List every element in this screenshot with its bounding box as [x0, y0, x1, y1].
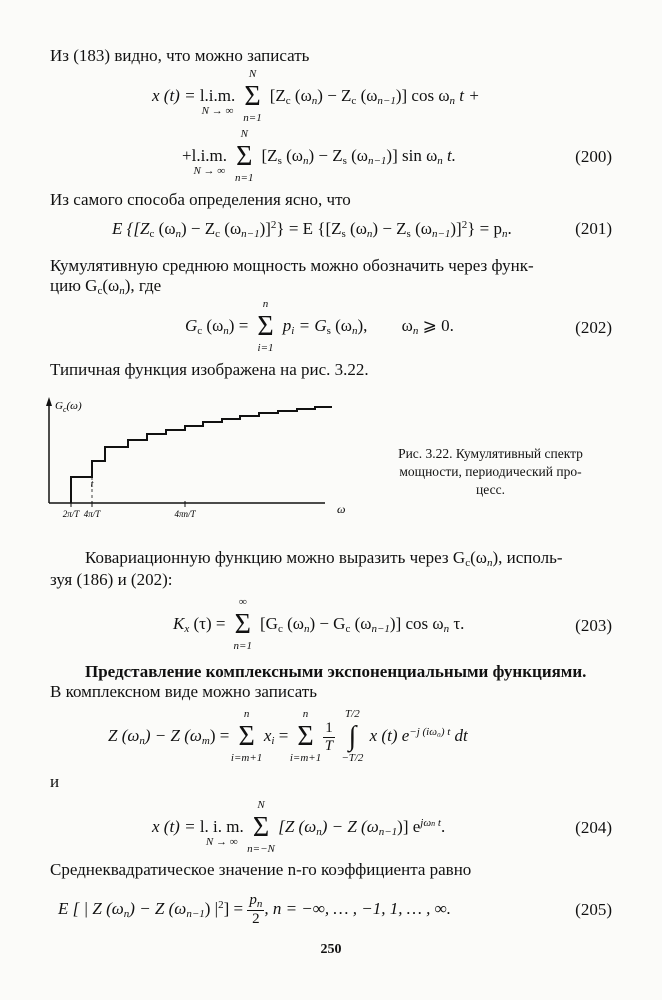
section-heading: Представление комплексными экспоненциальными функциями. [85, 662, 587, 681]
equation-number-200: (200) [575, 147, 612, 166]
paragraph-covariance-line1: Ковариационную функцию можно выразить через $G_c(\omega_n)$, исполь- [85, 548, 563, 569]
paragraph-intro: Из (183) видно, что можно записать [50, 46, 310, 65]
y-axis-label: $G_c(\omega)$ [55, 400, 82, 414]
paragraph-complex-form: В комплексном виде можно записать [50, 682, 317, 701]
paragraph-mean-square: Среднеквадратическое значение n-го коэффициента равно [50, 860, 472, 879]
equation-number-202: (202) [575, 318, 612, 337]
equation-200-line2: +l.i.m. N → ∞ N Σ n=1 [$Z_s$ $(\omega_n) - Z_s$ $(\omega_{n-1})$] $\sin \omega_n$ t. [182, 128, 457, 184]
equation-201: E {[$Z_c$ $(\omega_n) - Z_c$ $(\omega_{n-1})]^2\} = E$ {[$Z_s$ $(\omega_n) - Z_s$ $(\omega_{n-1})]^2\} = p_n$. [112, 219, 512, 240]
step-label: t [90, 479, 94, 490]
paragraph-definition: Из самого способа определения ясно, что [50, 190, 351, 209]
equation-202: $G_c$ $(\omega_n)$ = n Σ i=1 $p_i = G_s$ $(\omega_n)$, $\omega_n$ ⩾ 0. [185, 298, 454, 354]
paragraph-typical-function: Типичная функция изображена на рис. 3.22. [50, 360, 369, 379]
equation-number-205: (205) [575, 900, 612, 919]
equation-number-203: (203) [575, 616, 612, 635]
integral-symbol: T/2 ∫ −T/2 [341, 708, 364, 764]
equation-200-line1: x (t) = l.i.m. N → ∞ N Σ n=1 [$Z_c$ $(\omega_n) - Z_c$ $(\omega_{n-1})$] $\cos \omega_n$ t + [152, 68, 480, 124]
y-axis-arrow [46, 397, 52, 406]
tick-label-2pi-T: 2π/T [62, 509, 80, 519]
paragraph-cumulative-line1: Кумулятивную среднюю мощность можно обозначить через функ- [50, 256, 534, 275]
x-axis-label: ω [337, 502, 346, 516]
sum-symbol: N Σ n=1 [243, 68, 262, 124]
equation-number-204: (204) [575, 818, 612, 837]
caption-line-2: мощности, периодический про- [399, 464, 582, 479]
equation-number-201: (201) [575, 219, 612, 238]
caption-line-1: Рис. 3.22. Кумулятивный спектр [398, 446, 583, 461]
figure-caption [368, 445, 613, 499]
paragraph-cumulative-line2: цию $G_c(\omega_n)$, где [50, 276, 162, 297]
equation-203: $K_x$ (τ) = ∞ Σ n=1 [$G_c$ $(\omega_n) - G_c$ $(\omega_{n-1})$] $\cos \omega_n$ τ. [173, 596, 465, 652]
equation-204: x (t) = l. i. m. N → ∞ N Σ n=−N [Z $(\omega_n) - Z$ $(\omega_{n-1})$] $e^{j\omega n}$ $^t$. [152, 799, 446, 855]
figure-3-22-cumulative-spectrum [35, 395, 370, 525]
conjunction-and: и [50, 772, 60, 791]
fraction-pn-2: $\frac{p_n}{2}$ [249, 892, 263, 927]
caption-line-3: цесс. [476, 482, 505, 497]
page-number: 250 [320, 942, 342, 957]
tick-label-4pin-T: 4πn/T [174, 509, 196, 519]
equation-205: E [ | Z $(\omega_n) - Z$ $(\omega_{n-1}) |^2$] = $\frac{p_n}{2}$ , n = −∞, … , −1, 1, … , ∞. [58, 892, 451, 927]
staircase-curve [71, 407, 332, 503]
limit-operator: l.i.m. N → ∞ [199, 85, 236, 117]
tick-label-4pi-T: 4π/T [83, 509, 101, 519]
equation-complex-z: Z $(\omega_n) - Z$ $(\omega_m)$ = n Σ i=m+1 $x_i$ = n Σ i=m+1 $\frac{1}{T}$ T/2 ∫ −T/2 x (t) $e^{-j (i\omega_0) t}$ dt [108, 708, 468, 764]
paragraph-covariance-line2: зуя (186) и (202): [50, 570, 173, 589]
fraction-1-T: $\frac{1}{T}$ [324, 719, 334, 754]
